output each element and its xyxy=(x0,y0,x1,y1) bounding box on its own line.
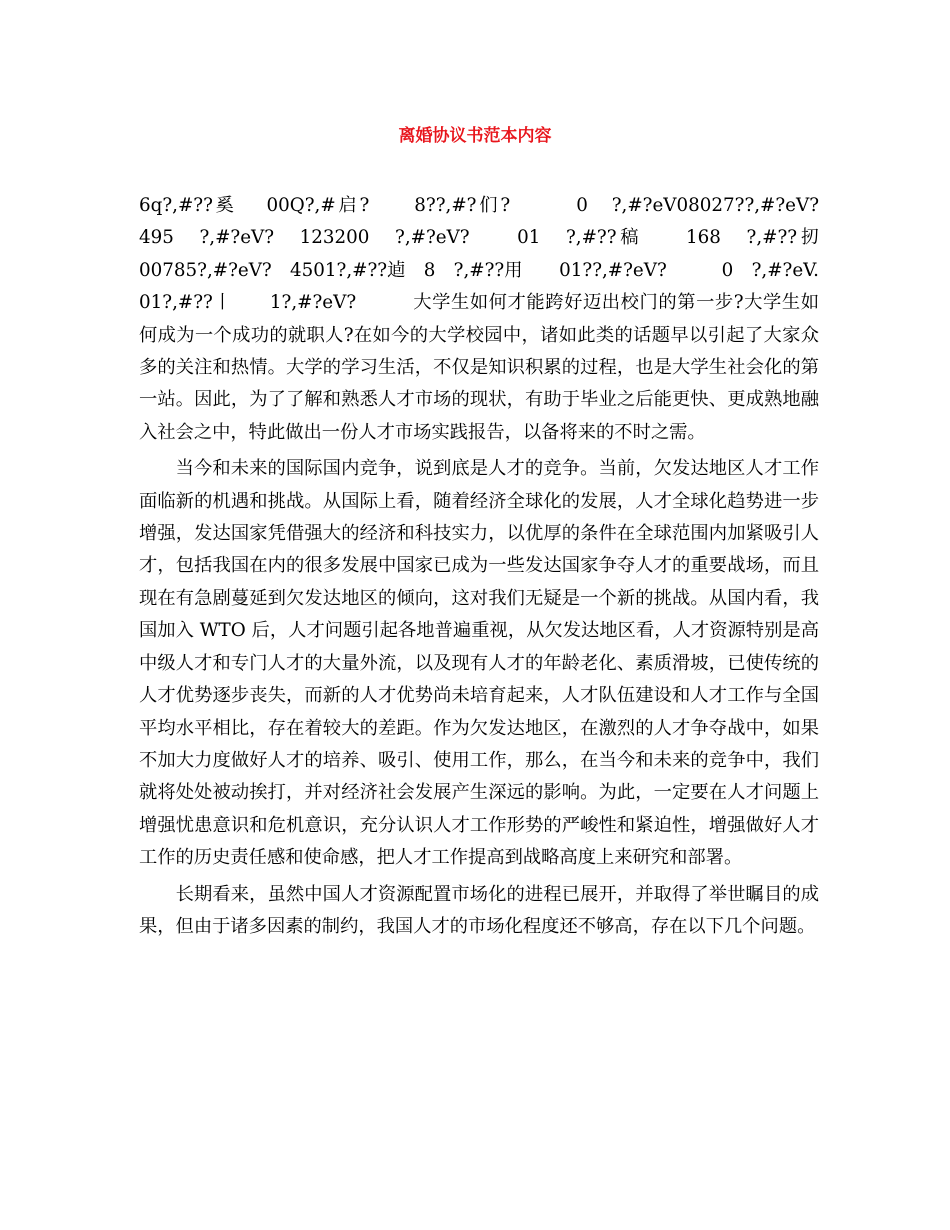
paragraph-market-issues: 长期看来，虽然中国人才资源配置市场化的进程已展开，并取得了举世瞩目的成果，但由于诸多因素的制约，我国人才的市场化程度还不够高，存在以下几个问题。 xyxy=(139,883,819,937)
paragraph-talent-competition: 当今和未来的国际国内竞争，说到底是人才的竞争。当前，欠发达地区人才工作面临新的机遇和挑战。从国际上看，随着经济全球化的发展，人才全球化趋势进一步增强，发达国家凭借强大的经济和科技实力，以优厚的条件在全球范围内加紧吸引人才，包括我国在内的很多发展中国家已成为一些发达国家争夺人才的重要战场，而且现在有急剧蔓延到欠发达地区的倾向，这对我们无疑是一个新的挑战。从国内看，我国加入 WTO 后，人才问题引起各地普遍重视，从欠发达地区看，人才资源特别是高中级人才和专门人才的大量外流，以及现有人才的年龄老化、素质滑坡，已使传统的人才优势逐步丧失，而新的人才优势尚未培育起来，人才队伍建设和人才工作与全国平均水平相比，存在着较大的差距。作为欠发达地区，在激烈的人才争夺战中，如果不加大力度做好人才的培养、吸引、使用工作，那么，在当今和未来的竞争中，我们就将处处被动挨打，并对经济社会发展产生深远的影响。为此，一定要在人才问题上增强忧患意识和危机意识，充分认识人才工作形势的严峻性和紧迫性，增强做好人才工作的历史责任感和使命感，把人才工作提高到战略高度上来研究和部署。 xyxy=(139,458,819,869)
document-title: 离婚协议书范本内容 xyxy=(398,126,552,146)
paragraph-intro: 6q?,#??奚 00Q?,#启? 8??,#?们? 0 ?,#?eV08027??,#?eV? 495 ?,#?eV? 123200 ?,#?eV? 01 ?,#??稿 168 ?,#??扨 00785?,#?eV? 4501?,#??逌 8 ?,#??用 01??,#?eV? 0 ?,#?eV. 01?,#??丨 1?,#?eV? 大学生如何才能跨好迈出校门的第一步?大学生如何成为一个成功的就职人?在如今的大学校园中，诸如此类的话题早以引起了大家众多的关注和热情。大学的学习生活，不仅是知识积累的过程，也是大学生社会化的第一站。因此，为了了解和熟悉人才市场的现状，有助于毕业之后能更快、更成熟地融入社会之中，特此做出一份人才市场实践报告，以备将来的不时之需。 xyxy=(139,195,874,443)
document-body xyxy=(139,190,874,947)
